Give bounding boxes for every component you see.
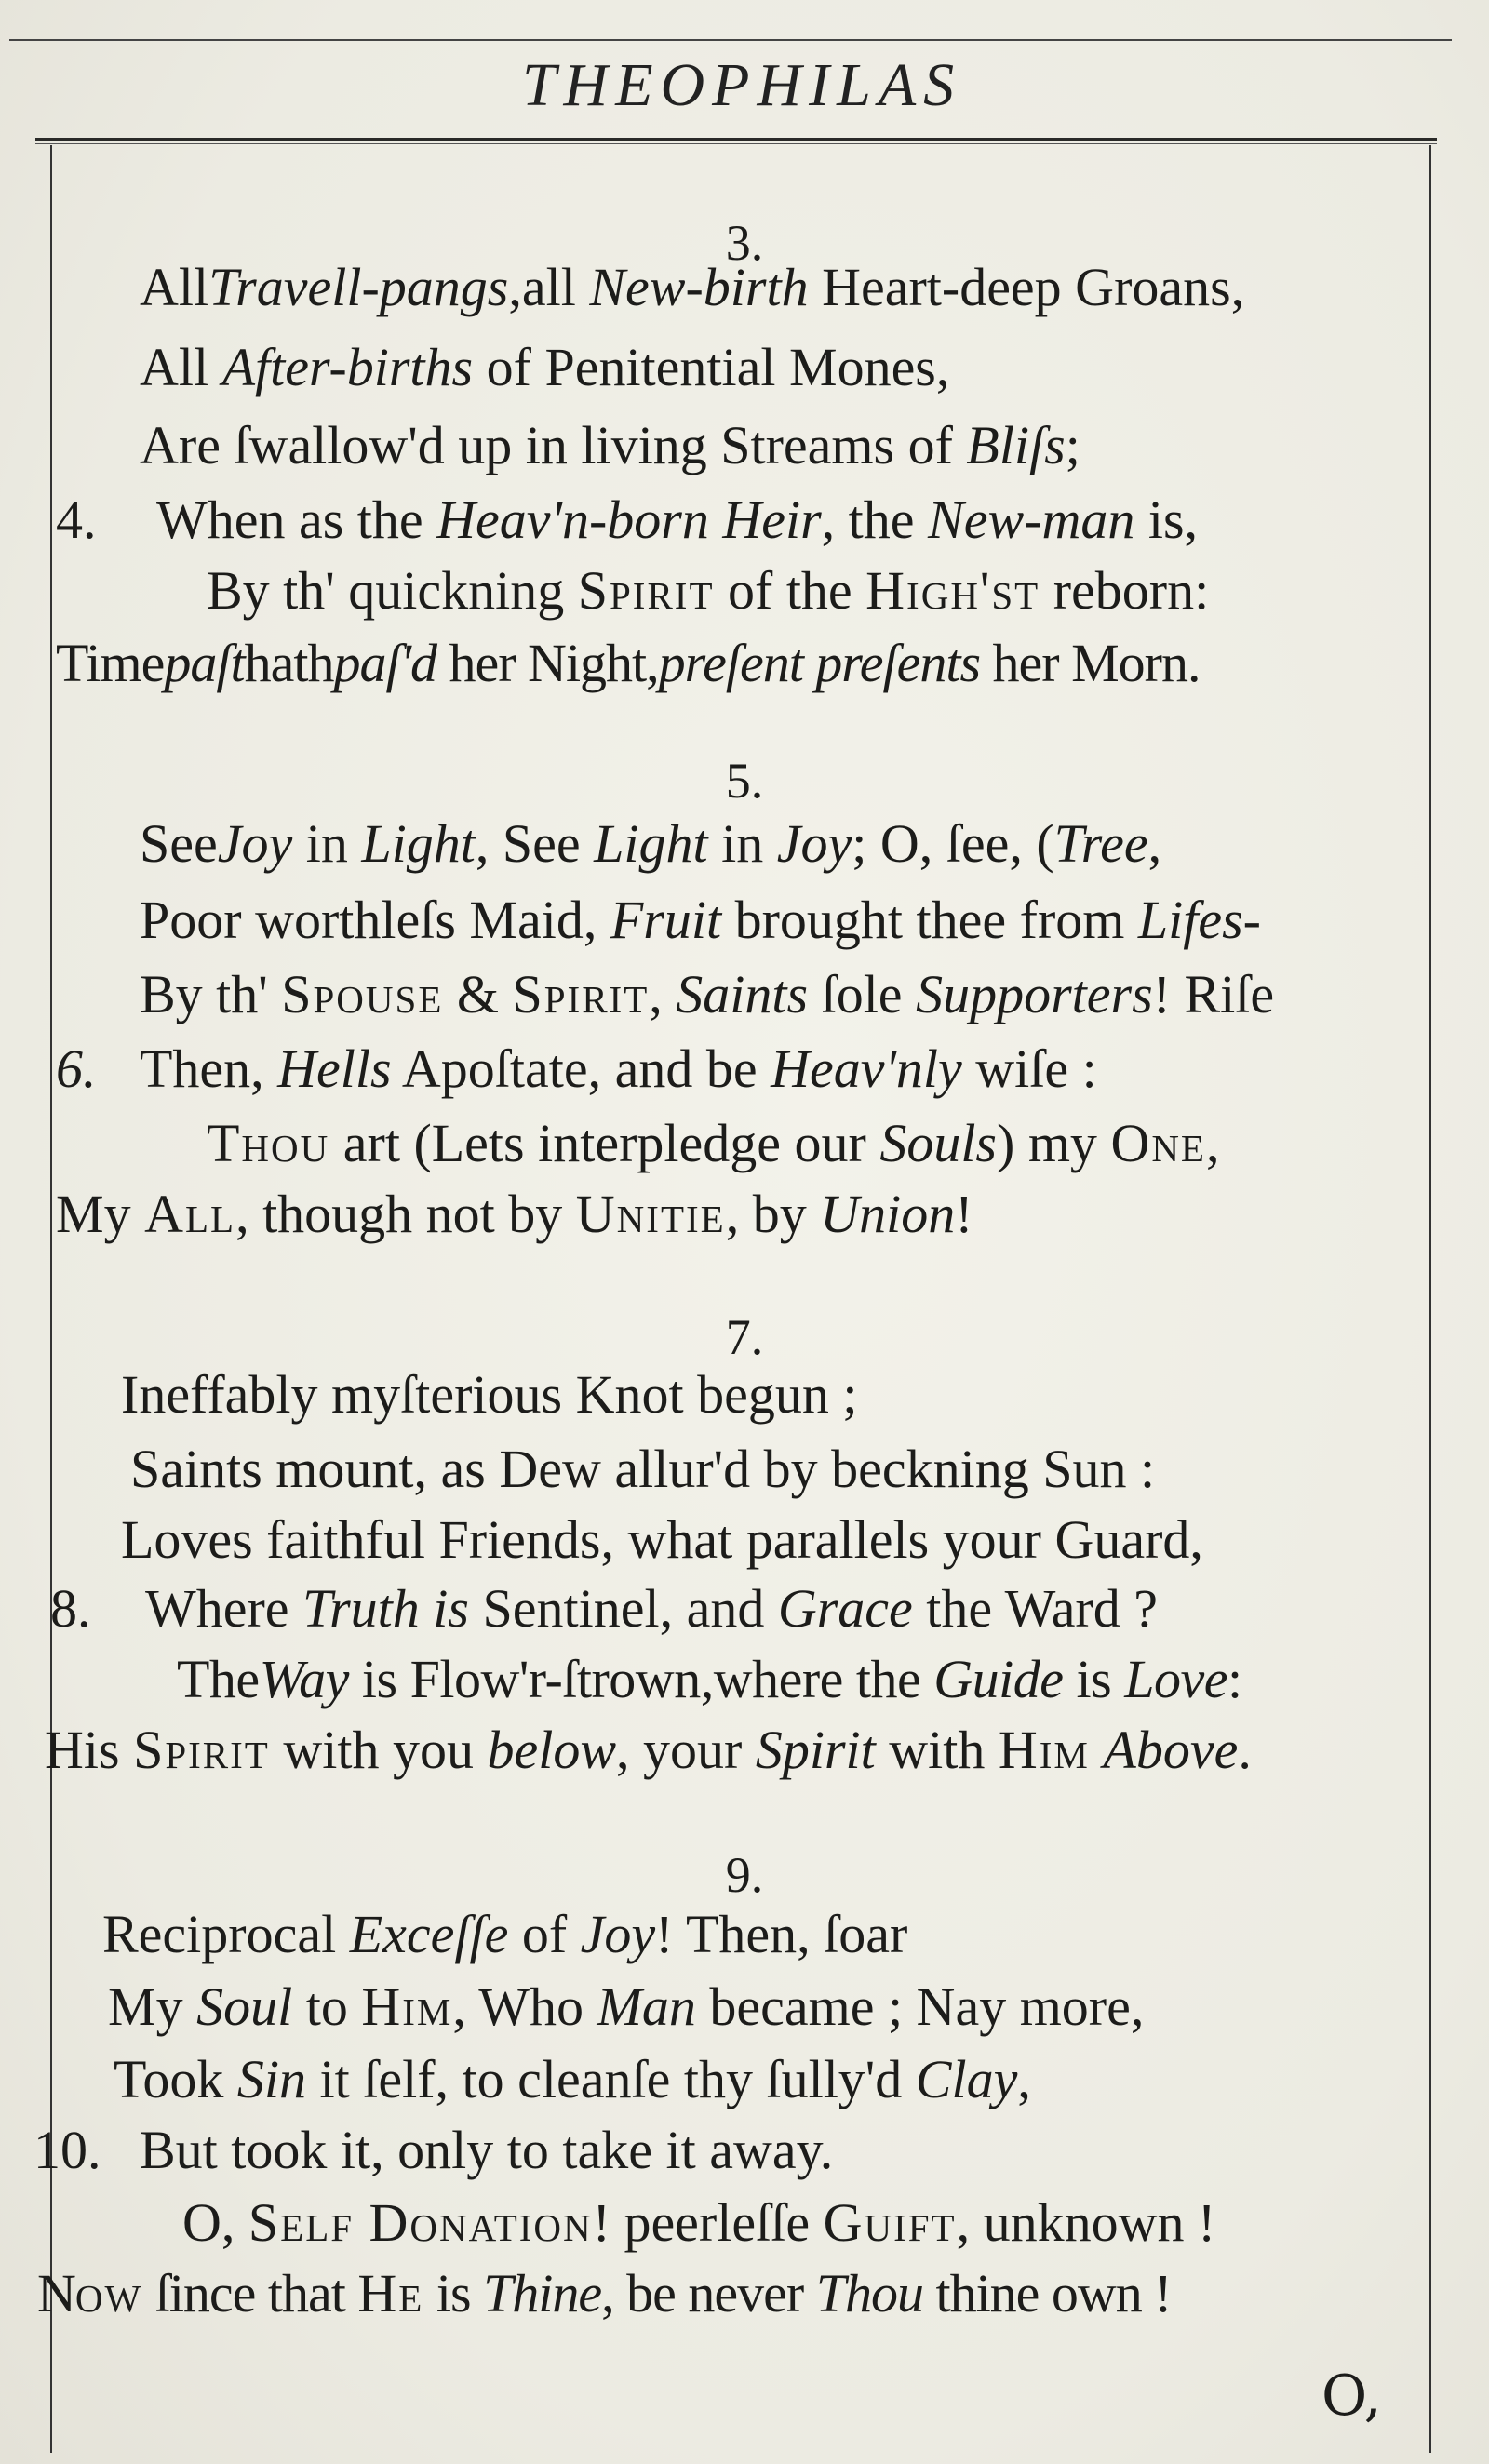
verse-text: , Who: [452, 1976, 597, 2037]
verse-text: , See: [475, 813, 595, 874]
verse-text: .: [1238, 1720, 1252, 1780]
verse-italic: Light: [594, 813, 708, 874]
verse-italic: After-births: [221, 337, 474, 397]
verse-text: By th' quickning: [207, 560, 578, 621]
verse-line: Loves faithful Friends, what parallels your Guard,: [121, 1509, 1203, 1570]
running-head: THEOPHILAS: [521, 51, 962, 119]
verse-text: is: [1063, 1649, 1125, 1709]
verse-text: ,: [1205, 1113, 1220, 1173]
verse-text: is,: [1134, 489, 1199, 550]
verse-text: My: [56, 1184, 145, 1244]
verse-text: the Ward ?: [912, 1578, 1158, 1639]
verse-text: All: [140, 257, 209, 317]
verse-line: [156, 484, 1198, 556]
stanza-number: 3.: [725, 215, 764, 271]
verse-smallcaps: Spirit: [512, 964, 650, 1024]
stanza-number: 9.: [725, 1847, 764, 1903]
verse-line: [37, 2257, 1172, 2330]
verse-text: Sentinel, and: [468, 1578, 778, 1639]
verse-text: ſole: [808, 964, 917, 1024]
verse-text: brought thee from: [721, 890, 1138, 950]
verse-line: [108, 1971, 1144, 2043]
verse-text: thine own !: [922, 2263, 1172, 2323]
verse-text: ,: [1147, 813, 1162, 874]
verse-text: is: [423, 2263, 484, 2323]
verse-line: [102, 1898, 907, 1971]
verse-text: of: [508, 1904, 581, 1964]
verse-text: of Penitential Mones,: [473, 337, 950, 397]
header-rule: [35, 138, 1437, 141]
verse-text: ) my: [997, 1113, 1111, 1173]
verse-line: [140, 884, 1261, 957]
verse-text: Heart-deep Groans,: [808, 257, 1245, 317]
verse-text: ! peerleſſe: [592, 2192, 824, 2253]
verse-text: her Night,: [436, 633, 659, 693]
verse-line: [207, 555, 1209, 627]
verse-italic: Sin: [236, 2049, 307, 2109]
verse-text: , be never: [601, 2263, 816, 2323]
verse-italic: New-man: [928, 489, 1135, 550]
verse-italic: Hells: [277, 1038, 392, 1099]
verse-italic: Soul: [196, 1976, 293, 2037]
verse-italic: Heav'nly: [771, 1038, 962, 1099]
verse-line: Ineffably myſterious Knot begun ;: [121, 1364, 858, 1425]
verse-text: with: [875, 1720, 999, 1780]
verse-italic: Souls: [879, 1113, 997, 1173]
verse-italic: Heav'n-born Heir: [436, 489, 822, 550]
verse-italic: Travell-pangs: [208, 257, 509, 317]
verse-italic: Union: [820, 1184, 956, 1244]
verse-text: :: [1227, 1649, 1242, 1709]
verse-line: [182, 2187, 1215, 2259]
verse-text: &: [443, 964, 513, 1024]
verse-text: ! Riſe: [1152, 964, 1275, 1024]
verse-line: [140, 409, 1080, 482]
margin-number-text: 6.: [56, 1038, 97, 1099]
verse-italic: Way: [259, 1649, 349, 1709]
verse-smallcaps: Spirit: [133, 1720, 270, 1780]
verse-smallcaps: One: [1110, 1113, 1206, 1173]
verse-text: N: [37, 2263, 75, 2323]
margin-number: [56, 1033, 97, 1105]
verse-text: ſince that: [142, 2263, 358, 2323]
verse-text: is Flow'r-ſtrown,where the: [348, 1649, 934, 1709]
verse-italic: Tree: [1053, 813, 1148, 874]
verse-italic: Joy: [580, 1904, 656, 1964]
verse-smallcaps: Self Donation: [248, 2192, 593, 2253]
verse-smallcaps: Guift: [823, 2192, 957, 2253]
verse-smallcaps: He: [357, 2263, 424, 2323]
verse-smallcaps: Thou: [207, 1113, 330, 1173]
verse-text: Reciprocal: [102, 1904, 350, 1964]
verse-text: !: [955, 1184, 973, 1244]
verse-text: Time: [56, 633, 165, 693]
verse-italic: Above: [1103, 1720, 1239, 1780]
verse-italic: Bliſs: [966, 415, 1066, 475]
verse-text: reborn:: [1040, 560, 1210, 621]
verse-line: [207, 1107, 1219, 1180]
verse-italic: Lifes-: [1137, 890, 1261, 950]
verse-italic: Thine: [483, 2263, 602, 2323]
verse-italic: preſent preſents: [658, 633, 981, 693]
stanza-number: 5.: [725, 753, 764, 809]
verse-italic: Grace: [777, 1578, 913, 1639]
verse-line: [114, 2043, 1031, 2116]
verse-text: Took: [114, 2049, 237, 2109]
margin-number: 10.: [34, 2120, 101, 2180]
verse-text: O,: [182, 2192, 248, 2253]
verse-text: Are ſwallow'd up in living Streams of: [140, 415, 967, 475]
verse-line: Saints mount, as Dew allur'd by beckning Sun :: [130, 1439, 1156, 1499]
verse-text: Apoſtate, and be: [391, 1038, 771, 1099]
verse-text: ,: [649, 964, 677, 1024]
verse-line: [45, 1714, 1252, 1787]
verse-text: , the: [821, 489, 929, 550]
verse-text: art (Lets interpledge our: [329, 1113, 880, 1173]
verse-smallcaps: Him: [998, 1720, 1090, 1780]
verse-smallcaps: Unitie: [575, 1184, 726, 1244]
verse-text: in: [292, 813, 362, 874]
verse-italic: Light: [361, 813, 476, 874]
verse-italic: Joy: [217, 813, 293, 874]
verse-line: [177, 1643, 1242, 1716]
verse-line: [140, 958, 1274, 1031]
verse-text: , by: [725, 1184, 821, 1244]
verse-italic: Guide: [933, 1649, 1064, 1709]
verse-italic: Exceſſe: [349, 1904, 509, 1964]
verse-line: [140, 1033, 1097, 1105]
header-rule-thin: [35, 143, 1437, 144]
verse-italic: New-birth: [589, 257, 809, 317]
verse-italic: Supporters: [916, 964, 1153, 1024]
verse-italic: Spirit: [755, 1720, 876, 1780]
verse-text: ; O, ſee, (: [852, 813, 1054, 874]
verse-text: Where: [145, 1578, 303, 1639]
verse-text: it ſelf, to cleanſe thy ſully'd: [306, 2049, 916, 2109]
catchword: O,: [1321, 2364, 1382, 2429]
verse-text: with you: [269, 1720, 488, 1780]
verse-italic: Saints: [676, 964, 809, 1024]
verse-text: See: [140, 813, 218, 874]
verse-text: became ; Nay more,: [695, 1976, 1145, 2037]
verse-smallcaps: Spirit: [577, 560, 715, 621]
verse-italic: Joy: [776, 813, 852, 874]
verse-text: to: [292, 1976, 362, 2037]
verse-text: ,all: [508, 257, 590, 317]
verse-text: wiſe :: [961, 1038, 1097, 1099]
verse-text: By th': [140, 964, 282, 1024]
verse-text: , unknown !: [956, 2192, 1216, 2253]
verse-smallcaps: Spouse: [281, 964, 444, 1024]
verse-italic: Truth is: [302, 1578, 469, 1639]
verse-text: All: [140, 337, 222, 397]
margin-number: 8.: [50, 1578, 91, 1639]
verse-line: [140, 331, 949, 404]
verse-italic: Man: [597, 1976, 696, 2037]
verse-italic: Thou: [815, 2263, 923, 2323]
verse-line: [140, 251, 1244, 324]
verse-italic: Clay: [915, 2049, 1018, 2109]
verse-line: [56, 1178, 973, 1251]
verse-text: her Morn.: [980, 633, 1201, 693]
verse-text: hath: [244, 633, 334, 693]
verse-line: [56, 627, 1200, 700]
verse-italic: Fruit: [610, 890, 722, 950]
verse-text: ;: [1065, 415, 1080, 475]
margin-number: 4.: [56, 489, 97, 550]
verse-text: Poor worthleſs Maid,: [140, 890, 610, 950]
verse-text: [1090, 1720, 1104, 1780]
verse-smallcaps: Him: [361, 1976, 453, 2037]
verse-text: of the: [714, 560, 866, 621]
header: [35, 41, 1448, 143]
verse-text: My: [108, 1976, 197, 2037]
verse-line: [145, 1573, 1158, 1645]
verse-italic: Love: [1124, 1649, 1227, 1709]
verse-smallcaps: ow: [74, 2263, 143, 2323]
verse-italic: paſt: [164, 633, 245, 693]
verse-text: in: [707, 813, 777, 874]
verse-italic: paſ'd: [333, 633, 436, 693]
verse-line: But took it, only to take it away.: [140, 2120, 834, 2180]
verse-text: , though not by: [235, 1184, 576, 1244]
verse-text: The: [177, 1649, 260, 1709]
verse-line: [140, 808, 1161, 880]
verse-text: , your: [616, 1720, 756, 1780]
verse-text: ! Then, ſoar: [655, 1904, 908, 1964]
verse-text: Then,: [140, 1038, 278, 1099]
verse-smallcaps: All: [144, 1184, 236, 1244]
verse-text: His: [45, 1720, 134, 1780]
verse-italic: below: [487, 1720, 617, 1780]
verse-smallcaps: High'st: [865, 560, 1040, 621]
verse-text: ,: [1017, 2049, 1031, 2109]
verse-text: When as the: [156, 489, 437, 550]
stanza-number: 7.: [725, 1309, 764, 1365]
